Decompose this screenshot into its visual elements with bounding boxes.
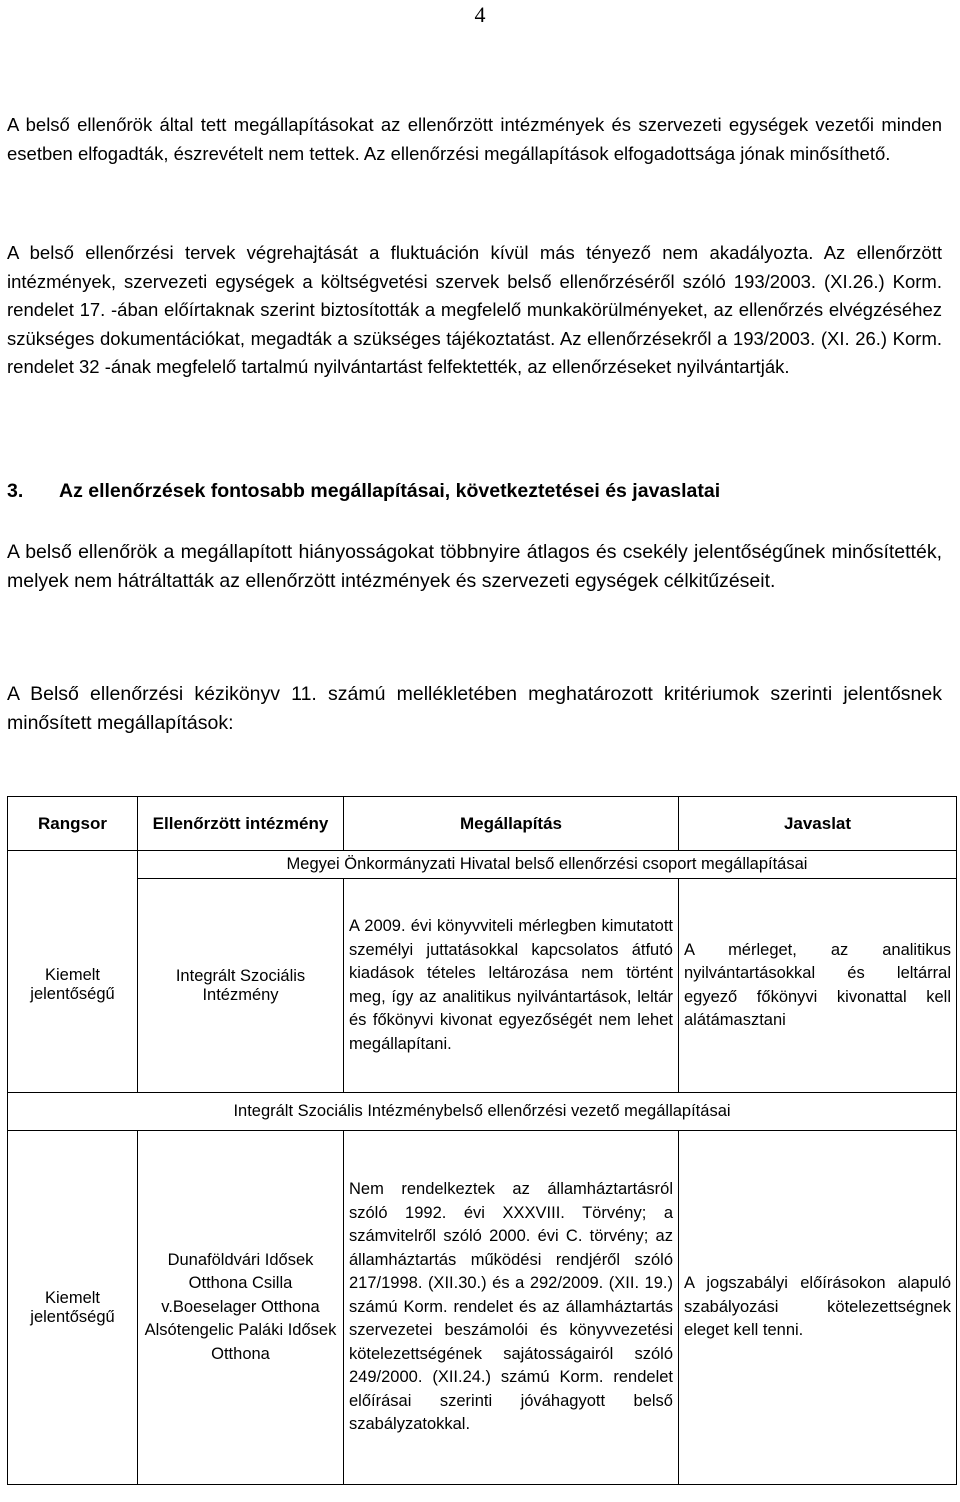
row-rank: Kiemelt jelentőségű <box>8 1131 138 1485</box>
page-number: 4 <box>474 2 486 27</box>
section-title-county: Megyei Önkormányzati Hivatal belső ellenőrzési csoport megállapításai <box>138 851 957 879</box>
row-proposal: A mérleget, az analitikus nyilvántartásokkal és leltárral egyező főkönyvi kivonattal kell alátámasztani <box>679 879 957 1093</box>
header-rank: Rangsor <box>8 797 138 851</box>
table-header-row <box>8 797 957 851</box>
section-title-social: Integrált Szociális Intézménybelső ellenőrzési vezető megállapításai <box>8 1093 957 1131</box>
row-proposal: A jogszabályi előírásokon alapuló szabályozási kötelezettségnek eleget kell tenni. <box>679 1131 957 1485</box>
header-finding: Megállapítás <box>344 797 679 851</box>
section-row <box>8 1093 957 1131</box>
row-finding: Nem rendelkeztek az államháztartásról szóló 1992. évi XXXVIII. Törvény; a számvitelről szóló 2000. évi C. törvény; az államháztartás működési rendjéről szóló 217/1998. (XII.30.) és a 292/2009. (XII. 19.) számú Korm. rendelet és az államháztartás szervezetei beszámolói és könyvvezetési kötelezettségének sajátosságairól szóló 249/2000. (XII.24.) számú Korm. rendelet előírásai szerinti jóváhagyott belső szabályzatokkal. <box>344 1131 679 1485</box>
row-finding: A 2009. évi könyvviteli mérlegben kimutatott személyi juttatásokkal kapcsolatos átfutó kiadások tételes leltározása nem történt meg, így az analitikus nyilvántartások, leltár és főkönyvi kivonat egyezőségét nem lehet megállapítani. <box>344 879 679 1093</box>
paragraph-findings-summary: A belső ellenőrök a megállapított hiányosságokat többnyire átlagos és csekély jelentőségűnek minősítették, melyek nem hátráltatták az ellenőrzött intézmények és szervezeti egységek célkitűzéseit. <box>7 541 942 592</box>
paragraph-acceptance: A belső ellenőrök által tett megállapításokat az ellenőrzött intézmények és szervezeti egységek vezetői minden esetben elfogadták, észrevételt nem tettek. Az ellenőrzési megállapítások elfogadottsága jónak minősíthető. <box>7 114 942 164</box>
row-institution: Integrált Szociális Intézmény <box>138 879 344 1093</box>
header-proposal: Javaslat <box>679 797 957 851</box>
paragraph-criteria: A Belső ellenőrzési kézikönyv 11. számú mellékletében meghatározott kritériumok szerinti jelentősnek minősített megállapítások: <box>7 683 942 734</box>
section-title: Az ellenőrzések fontosabb megállapításai, következtetései és javaslatai <box>59 480 721 502</box>
findings-table <box>7 796 957 1485</box>
table-row <box>8 1131 957 1485</box>
header-institution: Ellenőrzött intézmény <box>138 797 344 851</box>
section-row <box>8 851 957 879</box>
paragraph-plan-execution: A belső ellenőrzési tervek végrehajtását a fluktuáción kívül más tényező nem akadályozta. Az ellenőrzött intézmények, szervezeti egységek a költségvetési szervek belső ellenőrzéséről szóló 193/2003. (XI.26.) Korm. rendelet 17. -ában előírtaknak szerint biztosították a megfelelő munkakörülményeket, az ellenőrzés elvégzéséhez szükséges dokumentációkat, megadták a szükséges tájékoztatást. Az ellenőrzésekről a 193/2003. (XI. 26.) Korm. rendelet 32 -ának megfelelő tartalmú nyilvántartást felfektették, az ellenőrzéseket nyilvántartják. <box>7 242 942 377</box>
section-number: 3. <box>7 480 24 502</box>
row-rank: Kiemelt jelentőségű <box>8 879 138 1093</box>
section-heading <box>7 480 720 503</box>
row-institution: Dunaföldvári Idősek Otthona Csilla v.Boeselager Otthona Alsótengelic Paláki Idősek Otthona <box>138 1131 344 1485</box>
table-row <box>8 879 957 1093</box>
